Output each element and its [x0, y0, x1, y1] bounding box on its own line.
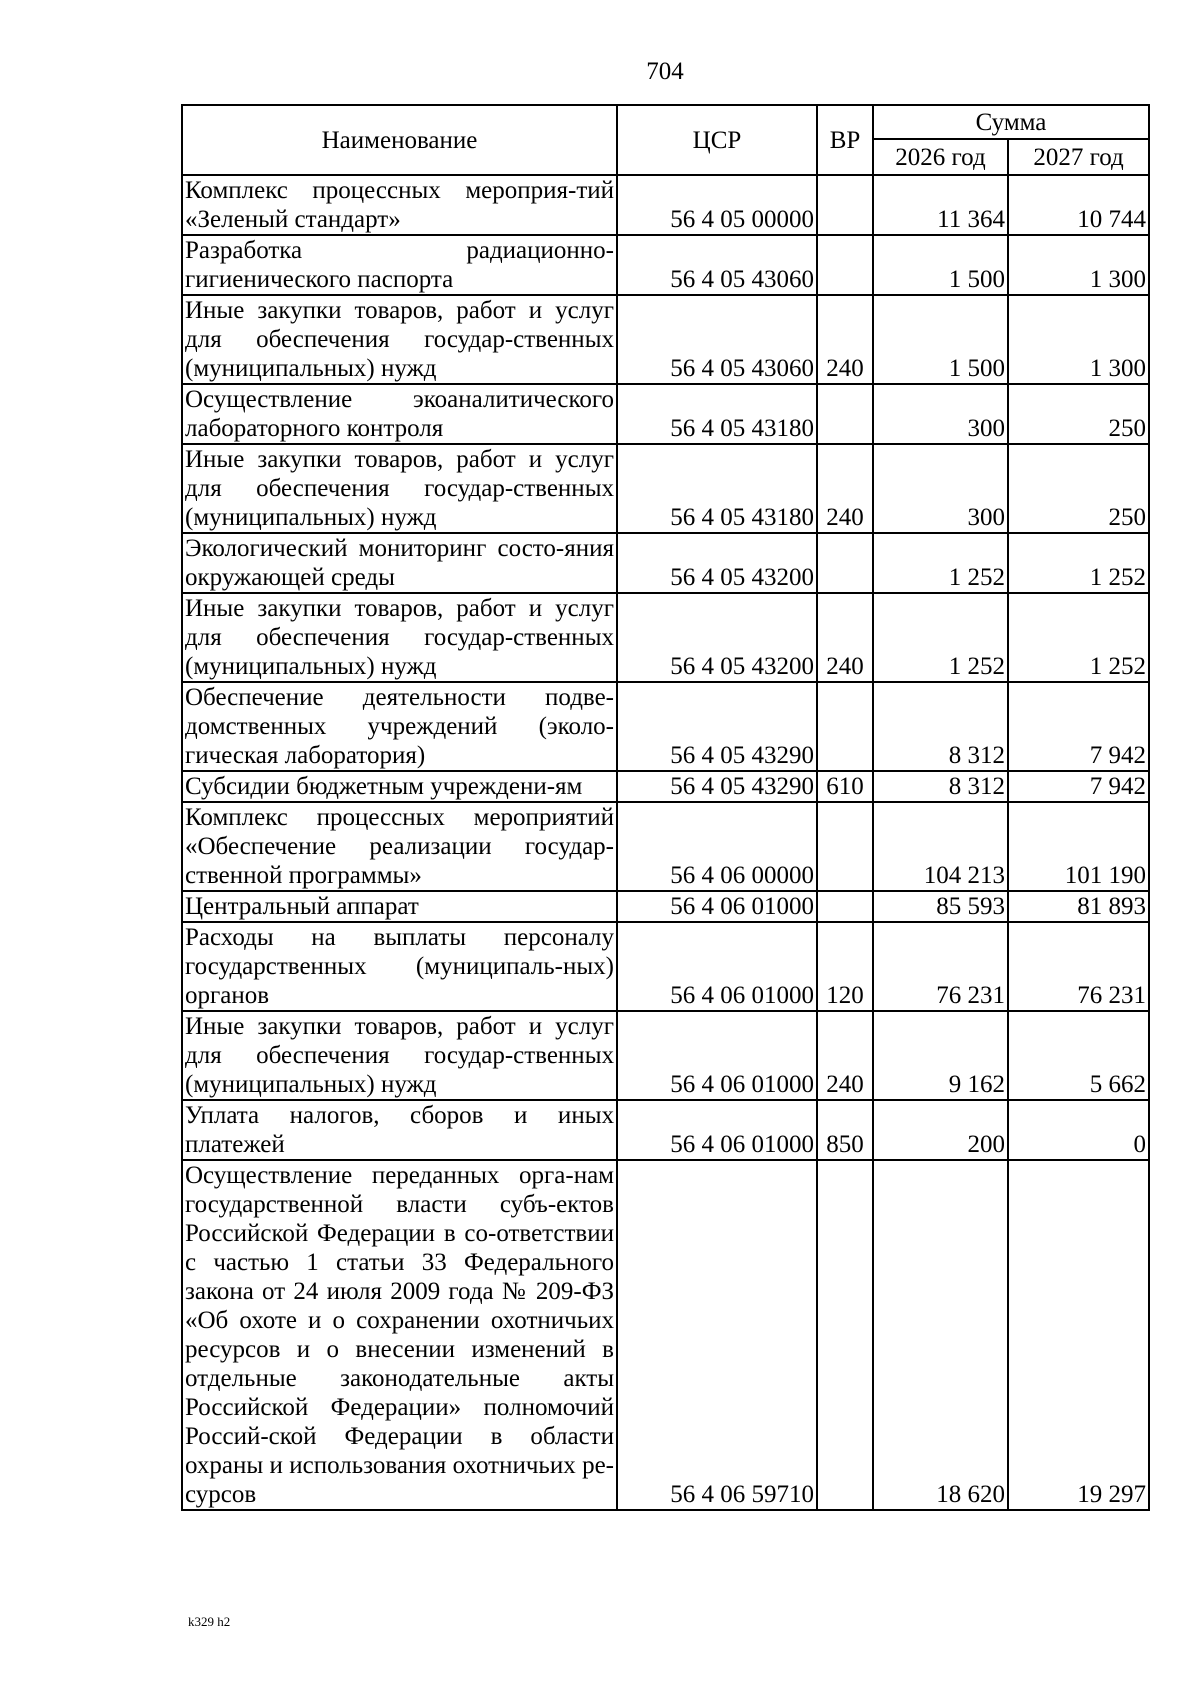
- row-name: Комплекс процессных мероприя-тий «Зеленый стандарт»: [182, 175, 617, 235]
- row-vr: [817, 384, 873, 444]
- row-sum-2026: 104 213: [873, 802, 1008, 891]
- row-sum-2026: 1 252: [873, 593, 1008, 682]
- row-vr: 850: [817, 1100, 873, 1160]
- row-csr: 56 4 05 00000: [617, 175, 817, 235]
- header-year-2027: 2027 год: [1008, 139, 1149, 175]
- table-row: [182, 771, 1149, 802]
- row-vr: 240: [817, 593, 873, 682]
- row-sum-2027: 10 744: [1008, 175, 1149, 235]
- row-csr: 56 4 05 43290: [617, 682, 817, 771]
- table-row: [182, 235, 1149, 295]
- table-header: [182, 105, 1149, 175]
- row-name: Иные закупки товаров, работ и услуг для обеспечения государ-ственных (муниципальных) нужд: [182, 593, 617, 682]
- row-name: Уплата налогов, сборов и иных платежей: [182, 1100, 617, 1160]
- header-sum: Сумма: [873, 105, 1149, 139]
- table-row: [182, 295, 1149, 384]
- header-csr: ЦСР: [617, 105, 817, 175]
- row-sum-2026: 85 593: [873, 891, 1008, 922]
- row-name: Иные закупки товаров, работ и услуг для обеспечения государ-ственных (муниципальных) нужд: [182, 1011, 617, 1100]
- row-name: Обеспечение деятельности подве-домственных учреждений (эколо-гическая лаборатория): [182, 682, 617, 771]
- header-vr: ВР: [817, 105, 873, 175]
- row-vr: 120: [817, 922, 873, 1011]
- row-sum-2027: 101 190: [1008, 802, 1149, 891]
- budget-table: [181, 104, 1150, 1511]
- table-row: [182, 444, 1149, 533]
- row-vr: [817, 533, 873, 593]
- row-name: Иные закупки товаров, работ и услуг для обеспечения государ-ственных (муниципальных) нужд: [182, 444, 617, 533]
- row-csr: 56 4 05 43200: [617, 533, 817, 593]
- row-vr: [817, 682, 873, 771]
- row-name: Комплекс процессных мероприятий «Обеспечение реализации государ-ственной программы»: [182, 802, 617, 891]
- row-sum-2026: 8 312: [873, 682, 1008, 771]
- row-vr: [817, 1160, 873, 1510]
- page-number: 704: [646, 58, 684, 85]
- row-sum-2026: 1 500: [873, 295, 1008, 384]
- row-sum-2027: 250: [1008, 384, 1149, 444]
- row-name: Центральный аппарат: [182, 891, 617, 922]
- row-sum-2027: 76 231: [1008, 922, 1149, 1011]
- row-vr: [817, 175, 873, 235]
- table-row: [182, 384, 1149, 444]
- row-vr: 240: [817, 1011, 873, 1100]
- row-csr: 56 4 06 01000: [617, 1011, 817, 1100]
- row-sum-2027: 250: [1008, 444, 1149, 533]
- table-row: [182, 1011, 1149, 1100]
- row-vr: 240: [817, 444, 873, 533]
- row-csr: 56 4 05 43060: [617, 295, 817, 384]
- row-vr: 240: [817, 295, 873, 384]
- row-csr: 56 4 06 01000: [617, 1100, 817, 1160]
- row-csr: 56 4 06 01000: [617, 922, 817, 1011]
- row-sum-2027: 1 252: [1008, 533, 1149, 593]
- row-vr: [817, 802, 873, 891]
- row-name: Осуществление экоаналитического лабораторного контроля: [182, 384, 617, 444]
- row-sum-2027: 1 252: [1008, 593, 1149, 682]
- row-sum-2026: 300: [873, 444, 1008, 533]
- table-row: [182, 593, 1149, 682]
- row-sum-2026: 200: [873, 1100, 1008, 1160]
- row-sum-2026: 1 500: [873, 235, 1008, 295]
- table-row: [182, 1160, 1149, 1510]
- row-name: Иные закупки товаров, работ и услуг для обеспечения государ-ственных (муниципальных) нужд: [182, 295, 617, 384]
- table-body: [182, 175, 1149, 1510]
- row-sum-2027: 1 300: [1008, 295, 1149, 384]
- row-vr: 610: [817, 771, 873, 802]
- row-sum-2027: 81 893: [1008, 891, 1149, 922]
- row-vr: [817, 891, 873, 922]
- row-sum-2026: 76 231: [873, 922, 1008, 1011]
- row-name: Осуществление переданных орга-нам государственной власти субъ-ектов Российской Федерации в со-ответствии с частью 1 статьи 33 Федерального закона от 24 июля 2009 года № 209-ФЗ «Об охоте и о сохранении охотничьих ресурсов и о внесении изменений в отдельные законодательные акты Российской Федерации» полномочий Россий-ской Федерации в области охраны и использования охотничьих ре-сурсов: [182, 1160, 617, 1510]
- table-row: [182, 175, 1149, 235]
- row-sum-2027: 1 300: [1008, 235, 1149, 295]
- row-sum-2027: 7 942: [1008, 771, 1149, 802]
- row-name: Разработка радиационно-гигиенического паспорта: [182, 235, 617, 295]
- footer-code: k329 h2: [188, 1614, 231, 1629]
- row-csr: 56 4 05 43180: [617, 384, 817, 444]
- row-sum-2027: 5 662: [1008, 1011, 1149, 1100]
- row-csr: 56 4 05 43290: [617, 771, 817, 802]
- row-sum-2027: 19 297: [1008, 1160, 1149, 1510]
- header-year-2026: 2026 год: [873, 139, 1008, 175]
- header-name: Наименование: [182, 105, 617, 175]
- row-name: Субсидии бюджетным учреждени-ям: [182, 771, 617, 802]
- row-csr: 56 4 06 01000: [617, 891, 817, 922]
- table-row: [182, 1100, 1149, 1160]
- row-name: Экологический мониторинг состо-яния окружающей среды: [182, 533, 617, 593]
- row-csr: 56 4 05 43060: [617, 235, 817, 295]
- row-csr: 56 4 05 43180: [617, 444, 817, 533]
- row-sum-2026: 18 620: [873, 1160, 1008, 1510]
- row-sum-2027: 7 942: [1008, 682, 1149, 771]
- table-row: [182, 891, 1149, 922]
- row-sum-2026: 9 162: [873, 1011, 1008, 1100]
- row-sum-2026: 300: [873, 384, 1008, 444]
- row-name: Расходы на выплаты персоналу государственных (муниципаль-ных) органов: [182, 922, 617, 1011]
- row-csr: 56 4 06 00000: [617, 802, 817, 891]
- row-sum-2027: 0: [1008, 1100, 1149, 1160]
- row-csr: 56 4 05 43200: [617, 593, 817, 682]
- table-row: [182, 802, 1149, 891]
- row-sum-2026: 11 364: [873, 175, 1008, 235]
- table-row: [182, 533, 1149, 593]
- row-csr: 56 4 06 59710: [617, 1160, 817, 1510]
- row-sum-2026: 8 312: [873, 771, 1008, 802]
- table-row: [182, 682, 1149, 771]
- table-row: [182, 922, 1149, 1011]
- row-vr: [817, 235, 873, 295]
- row-sum-2026: 1 252: [873, 533, 1008, 593]
